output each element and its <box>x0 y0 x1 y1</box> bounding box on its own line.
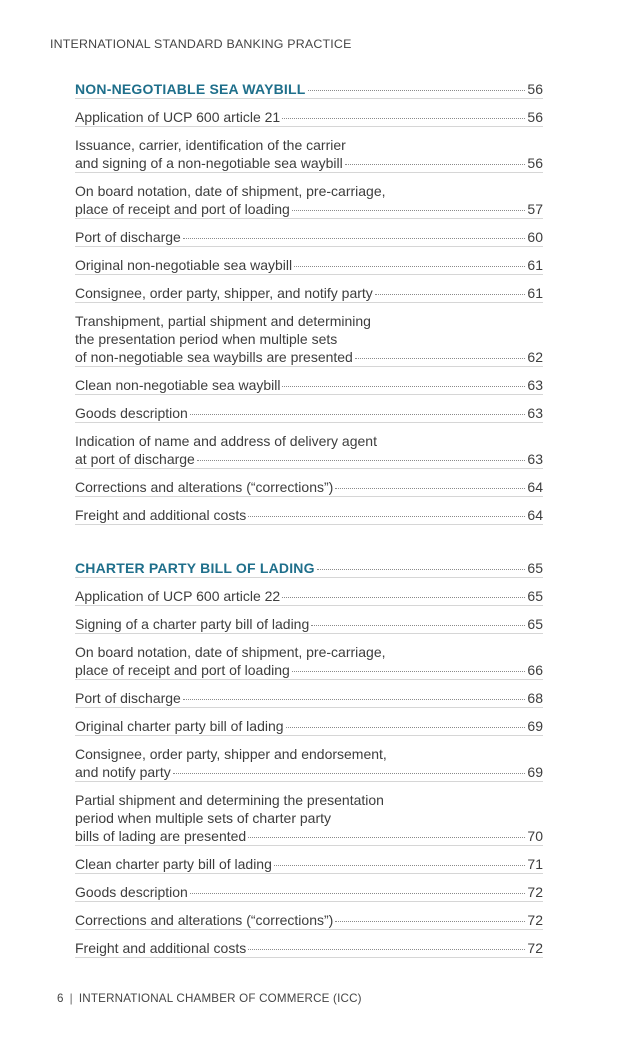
toc-page-number: 68 <box>527 690 543 706</box>
toc-entry-title: Partial shipment and determining the presentation <box>75 792 384 808</box>
toc-entry-title: Transhipment, partial shipment and determining <box>75 313 371 329</box>
toc-page-number: 71 <box>527 856 543 872</box>
toc-entry[interactable] <box>75 911 543 930</box>
toc-entry-title: Port of discharge <box>75 690 181 706</box>
toc-entry-title: Goods description <box>75 405 188 421</box>
toc-page-number: 64 <box>527 507 543 523</box>
toc-entry-title: Issuance, carrier, identification of the carrier <box>75 137 346 153</box>
footer-separator: | <box>69 992 73 1005</box>
toc-page-number: 72 <box>527 884 543 900</box>
toc-page-number: 64 <box>527 479 543 495</box>
toc-entry-title: Indication of name and address of delivery agent <box>75 433 377 449</box>
dot-leader <box>335 920 525 922</box>
toc-page-number: 70 <box>527 828 543 844</box>
toc-page-number: 69 <box>527 718 543 734</box>
toc-entry-title: Freight and additional costs <box>75 940 247 956</box>
toc-entry-title: and signing of a non-negotiable sea waybill <box>75 155 343 171</box>
dot-leader <box>282 117 525 119</box>
page-footer <box>57 992 362 1005</box>
dot-leader <box>190 892 526 894</box>
toc-entry[interactable] <box>75 506 543 525</box>
dot-leader <box>282 385 525 387</box>
toc-page-number: 65 <box>527 560 543 576</box>
dot-leader <box>345 163 526 165</box>
toc-entry[interactable] <box>75 883 543 902</box>
toc-entry-title: of non-negotiable sea waybills are presented <box>75 349 353 365</box>
toc-page-number: 61 <box>527 285 543 301</box>
toc-page-number: 56 <box>527 109 543 125</box>
toc-entry[interactable] <box>75 939 543 958</box>
toc-entry-title: Application of UCP 600 article 21 <box>75 109 281 125</box>
dot-leader <box>190 413 526 415</box>
toc-entry[interactable] <box>75 791 543 846</box>
dot-leader <box>282 596 525 598</box>
toc-entry-title: On board notation, date of shipment, pre-carriage, <box>75 183 386 199</box>
toc-entry-title: the presentation period when multiple sets <box>75 331 338 347</box>
toc-entry[interactable] <box>75 256 543 275</box>
toc-page-number: 63 <box>527 405 543 421</box>
toc-entry-title: Original non-negotiable sea waybill <box>75 257 293 273</box>
toc-entry[interactable] <box>75 745 543 782</box>
toc-entry-title: at port of discharge <box>75 451 195 467</box>
toc-entry[interactable] <box>75 108 543 127</box>
toc-page-number: 66 <box>527 662 543 678</box>
toc-section-heading[interactable] <box>75 80 543 99</box>
toc-entry[interactable] <box>75 312 543 367</box>
toc-entry-title: Freight and additional costs <box>75 507 247 523</box>
toc-entry[interactable] <box>75 689 543 708</box>
toc-entry-title: Clean charter party bill of lading <box>75 856 272 872</box>
toc-entry-title: Signing of a charter party bill of lading <box>75 616 310 632</box>
dot-leader <box>311 624 525 626</box>
toc-entry[interactable] <box>75 855 543 874</box>
toc-entry[interactable] <box>75 228 543 247</box>
toc-entry-title: place of receipt and port of loading <box>75 201 290 217</box>
toc-page-number: 72 <box>527 912 543 928</box>
dot-leader <box>274 864 526 866</box>
toc-entry[interactable] <box>75 643 543 680</box>
toc-entry-title: and notify party <box>75 764 171 780</box>
toc-page-number: 60 <box>527 229 543 245</box>
dot-leader <box>173 772 526 774</box>
dot-leader <box>197 459 526 461</box>
toc-page-number: 56 <box>527 155 543 171</box>
toc-entry-title: Application of UCP 600 article 22 <box>75 588 281 604</box>
page-number: 6 <box>57 992 64 1005</box>
toc-entry-title: Consignee, order party, shipper and endorsement, <box>75 746 387 762</box>
dot-leader <box>248 515 525 517</box>
toc-page-number: 62 <box>527 349 543 365</box>
toc-entry[interactable] <box>75 615 543 634</box>
toc-entry[interactable] <box>75 587 543 606</box>
toc-page-number: 63 <box>527 451 543 467</box>
running-header: INTERNATIONAL STANDARD BANKING PRACTICE <box>50 37 352 51</box>
toc-entry-title: Original charter party bill of lading <box>75 718 284 734</box>
toc-entry[interactable] <box>75 182 543 219</box>
dot-leader <box>292 670 526 672</box>
toc-entry[interactable] <box>75 404 543 423</box>
toc-page-number: 56 <box>527 81 543 97</box>
toc-page-number: 69 <box>527 764 543 780</box>
toc-entry-title: Consignee, order party, shipper, and notify party <box>75 285 373 301</box>
dot-leader <box>286 726 526 728</box>
toc-page-number: 57 <box>527 201 543 217</box>
toc-entry[interactable] <box>75 136 543 173</box>
toc-entry-title: bills of lading are presented <box>75 828 247 844</box>
toc-page-number: 65 <box>527 616 543 632</box>
toc-entry-title: Corrections and alterations (“corrections”) <box>75 912 334 928</box>
toc-page-number: 72 <box>527 940 543 956</box>
dot-leader <box>183 237 526 239</box>
toc-page-number: 61 <box>527 257 543 273</box>
dot-leader <box>292 209 526 211</box>
toc-entry[interactable] <box>75 284 543 303</box>
toc-section-heading[interactable] <box>75 559 543 578</box>
toc-entry-title: place of receipt and port of loading <box>75 662 290 678</box>
toc-entry[interactable] <box>75 717 543 736</box>
dot-leader <box>308 89 526 91</box>
toc-entry-title: NON-NEGOTIABLE SEA WAYBILL <box>75 81 306 97</box>
footer-publisher: INTERNATIONAL CHAMBER OF COMMERCE (ICC) <box>78 992 362 1005</box>
toc-entry[interactable] <box>75 432 543 469</box>
dot-leader <box>183 698 526 700</box>
dot-leader <box>294 265 525 267</box>
toc-entry-title: period when multiple sets of charter party <box>75 810 332 826</box>
toc-entry-title: Port of discharge <box>75 229 181 245</box>
toc-entry[interactable] <box>75 376 543 395</box>
toc-entry-title: CHARTER PARTY BILL OF LADING <box>75 560 315 576</box>
toc-entry-title: Clean non-negotiable sea waybill <box>75 377 281 393</box>
dot-leader <box>248 836 525 838</box>
toc-page-number: 63 <box>527 377 543 393</box>
toc-entry-title: Corrections and alterations (“corrections”) <box>75 479 334 495</box>
toc-page-number: 65 <box>527 588 543 604</box>
dot-leader <box>248 948 525 950</box>
dot-leader <box>335 487 525 489</box>
dot-leader <box>375 293 526 295</box>
toc-entry-title: On board notation, date of shipment, pre-carriage, <box>75 644 386 660</box>
toc-entry[interactable] <box>75 478 543 497</box>
dot-leader <box>317 568 526 570</box>
dot-leader <box>355 357 526 359</box>
toc-entry-title: Goods description <box>75 884 188 900</box>
